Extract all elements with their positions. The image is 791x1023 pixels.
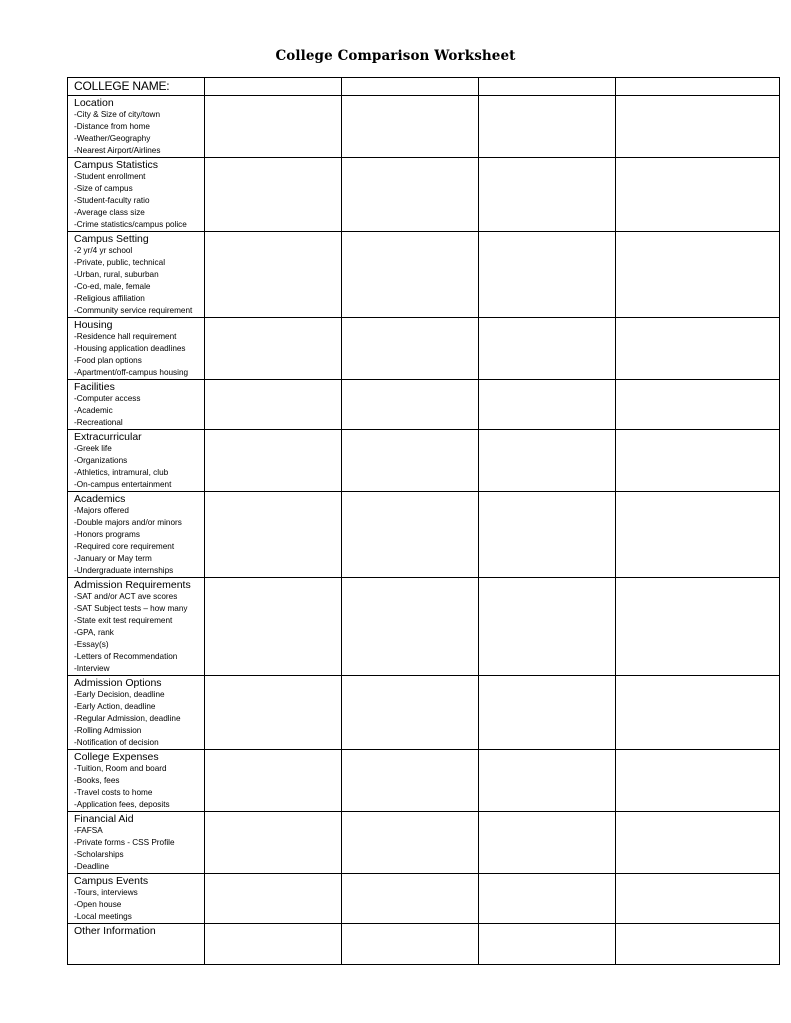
section-item: -Local meetings [74, 912, 132, 921]
section-item: -SAT Subject tests – how many [74, 604, 188, 613]
section-row [68, 318, 780, 380]
college-2-entry-cell[interactable] [342, 874, 479, 924]
section-label-cell [68, 492, 205, 578]
college-1-entry-cell[interactable] [205, 578, 342, 676]
section-item: -City & Size of city/town [74, 110, 160, 119]
college-4-entry-cell[interactable] [616, 96, 780, 158]
college-4-entry-cell[interactable] [616, 430, 780, 492]
section-item: -Letters of Recommendation [74, 652, 178, 661]
section-item: -Open house [74, 900, 122, 909]
college-4-entry-cell[interactable] [616, 380, 780, 430]
college-2-entry-cell[interactable] [342, 492, 479, 578]
section-label-cell [68, 924, 205, 965]
section-item: -Tuition, Room and board [74, 764, 167, 773]
college-4-entry-cell[interactable] [616, 812, 780, 874]
college-4-entry-cell[interactable] [616, 578, 780, 676]
section-row [68, 430, 780, 492]
college-1-entry-cell[interactable] [205, 812, 342, 874]
college-1-entry-cell[interactable] [205, 676, 342, 750]
section-row [68, 158, 780, 232]
college-2-entry-cell[interactable] [342, 232, 479, 318]
college-2-entry-cell[interactable] [342, 430, 479, 492]
section-item: -Notification of decision [74, 738, 159, 747]
section-item: -Religious affiliation [74, 294, 145, 303]
college-3-entry-cell[interactable] [479, 578, 616, 676]
college-2-entry-cell[interactable] [342, 380, 479, 430]
section-item: -Private, public, technical [74, 258, 166, 267]
college-4-entry-cell[interactable] [616, 158, 780, 232]
worksheet-title: College Comparison Worksheet [275, 48, 516, 64]
college-2-entry-cell[interactable] [342, 578, 479, 676]
section-item: -Application fees, deposits [74, 800, 170, 809]
section-label-cell [68, 158, 205, 232]
section-item: -Interview [74, 664, 110, 673]
college-4-entry-cell[interactable] [616, 924, 780, 965]
section-label-cell [68, 750, 205, 812]
section-item: -Undergraduate internships [74, 566, 174, 575]
college-3-entry-cell[interactable] [479, 874, 616, 924]
section-item: -Scholarships [74, 850, 124, 859]
section-item: -Athletics, intramural, club [74, 468, 169, 477]
section-row [68, 232, 780, 318]
section-heading: Academics [74, 493, 126, 505]
college-name-cell-2[interactable] [342, 78, 479, 96]
section-label-cell [68, 380, 205, 430]
section-item: -Crime statistics/campus police [74, 220, 187, 229]
section-label-cell [68, 578, 205, 676]
section-item: -Size of campus [74, 184, 133, 193]
section-item: -Early Decision, deadline [74, 690, 165, 699]
college-3-entry-cell[interactable] [479, 232, 616, 318]
section-row [68, 578, 780, 676]
section-item: -State exit test requirement [74, 616, 173, 625]
section-item: -On-campus entertainment [74, 480, 172, 489]
section-heading: Admission Requirements [74, 579, 191, 591]
college-1-entry-cell[interactable] [205, 380, 342, 430]
section-item: -Tours, interviews [74, 888, 138, 897]
college-1-entry-cell[interactable] [205, 874, 342, 924]
section-item: -Student enrollment [74, 172, 146, 181]
section-item: -SAT and/or ACT ave scores [74, 592, 178, 601]
section-row [68, 492, 780, 578]
college-4-entry-cell[interactable] [616, 874, 780, 924]
section-label-cell [68, 812, 205, 874]
section-item: -Majors offered [74, 506, 129, 515]
section-label-cell [68, 430, 205, 492]
section-item: -Community service requirement [74, 306, 193, 315]
college-2-entry-cell[interactable] [342, 750, 479, 812]
college-name-label-cell [68, 78, 205, 96]
college-4-entry-cell[interactable] [616, 318, 780, 380]
college-2-entry-cell[interactable] [342, 924, 479, 965]
comparison-table [67, 77, 780, 965]
section-item: -Travel costs to home [74, 788, 153, 797]
college-3-entry-cell[interactable] [479, 676, 616, 750]
section-row [68, 380, 780, 430]
college-1-entry-cell[interactable] [205, 430, 342, 492]
college-1-entry-cell[interactable] [205, 750, 342, 812]
section-item: -Food plan options [74, 356, 142, 365]
section-item: -Organizations [74, 456, 128, 465]
section-item: -Residence hall requirement [74, 332, 177, 341]
college-3-entry-cell[interactable] [479, 924, 616, 965]
college-1-entry-cell[interactable] [205, 924, 342, 965]
college-2-entry-cell[interactable] [342, 96, 479, 158]
section-heading: Housing [74, 319, 113, 331]
college-name-cell-4[interactable] [616, 78, 780, 96]
section-item: -GPA, rank [74, 628, 114, 637]
section-row [68, 812, 780, 874]
section-heading: Admission Options [74, 677, 162, 689]
section-heading: Campus Events [74, 875, 149, 887]
college-3-entry-cell[interactable] [479, 750, 616, 812]
college-3-entry-cell[interactable] [479, 380, 616, 430]
section-item: -Rolling Admission [74, 726, 142, 735]
college-3-entry-cell[interactable] [479, 318, 616, 380]
section-item: -Computer access [74, 394, 141, 403]
college-2-entry-cell[interactable] [342, 158, 479, 232]
section-label-cell [68, 232, 205, 318]
section-heading: Campus Setting [74, 233, 149, 245]
college-4-entry-cell[interactable] [616, 492, 780, 578]
section-item: -Regular Admission, deadline [74, 714, 181, 723]
section-item: -Co-ed, male, female [74, 282, 151, 291]
section-item: -Nearest Airport/Airlines [74, 146, 161, 155]
college-1-entry-cell[interactable] [205, 492, 342, 578]
section-heading: College Expenses [74, 751, 159, 763]
section-heading: Campus Statistics [74, 159, 159, 171]
college-name-cell-3[interactable] [479, 78, 616, 96]
section-label-cell [68, 676, 205, 750]
college-name-cell-1[interactable] [205, 78, 342, 96]
section-row [68, 874, 780, 924]
section-heading: Extracurricular [74, 431, 142, 443]
section-item: -Apartment/off-campus housing [74, 368, 189, 377]
college-4-entry-cell[interactable] [616, 676, 780, 750]
section-item: -Greek life [74, 444, 112, 453]
section-item: -Average class size [74, 208, 145, 217]
section-item: -Housing application deadlines [74, 344, 186, 353]
section-item: -2 yr/4 yr school [74, 246, 133, 255]
college-1-entry-cell[interactable] [205, 96, 342, 158]
section-item: -Private forms - CSS Profile [74, 838, 175, 847]
college-1-entry-cell[interactable] [205, 318, 342, 380]
section-label-cell [68, 318, 205, 380]
college-3-entry-cell[interactable] [479, 158, 616, 232]
college-3-entry-cell[interactable] [479, 812, 616, 874]
college-name-row [68, 78, 780, 96]
section-item: -Required core requirement [74, 542, 175, 551]
section-item: -Double majors and/or minors [74, 518, 182, 527]
college-1-entry-cell[interactable] [205, 158, 342, 232]
college-2-entry-cell[interactable] [342, 676, 479, 750]
section-heading: Other Information [74, 925, 156, 937]
section-label-cell [68, 96, 205, 158]
section-row [68, 750, 780, 812]
section-label-cell [68, 874, 205, 924]
section-row [68, 924, 780, 965]
college-3-entry-cell[interactable] [479, 96, 616, 158]
college-3-entry-cell[interactable] [479, 492, 616, 578]
section-row [68, 96, 780, 158]
section-item: -January or May term [74, 554, 152, 563]
section-item: -Early Action, deadline [74, 702, 156, 711]
section-item: -Recreational [74, 418, 123, 427]
section-item: -FAFSA [74, 826, 103, 835]
section-row [68, 676, 780, 750]
section-item: -Academic [74, 406, 113, 415]
section-item: -Distance from home [74, 122, 150, 131]
section-item: -Essay(s) [74, 640, 109, 649]
section-item: -Honors programs [74, 530, 140, 539]
college-4-entry-cell[interactable] [616, 232, 780, 318]
section-heading: Location [74, 97, 114, 109]
college-2-entry-cell[interactable] [342, 812, 479, 874]
section-item: -Urban, rural, suburban [74, 270, 159, 279]
section-item: -Student-faculty ratio [74, 196, 150, 205]
college-3-entry-cell[interactable] [479, 430, 616, 492]
section-item: -Weather/Geography [74, 134, 151, 143]
college-4-entry-cell[interactable] [616, 750, 780, 812]
section-item: -Books, fees [74, 776, 120, 785]
college-name-label: COLLEGE NAME: [74, 79, 170, 93]
section-heading: Financial Aid [74, 813, 134, 825]
section-heading: Facilities [74, 381, 115, 393]
college-2-entry-cell[interactable] [342, 318, 479, 380]
college-1-entry-cell[interactable] [205, 232, 342, 318]
section-item: -Deadline [74, 862, 110, 871]
